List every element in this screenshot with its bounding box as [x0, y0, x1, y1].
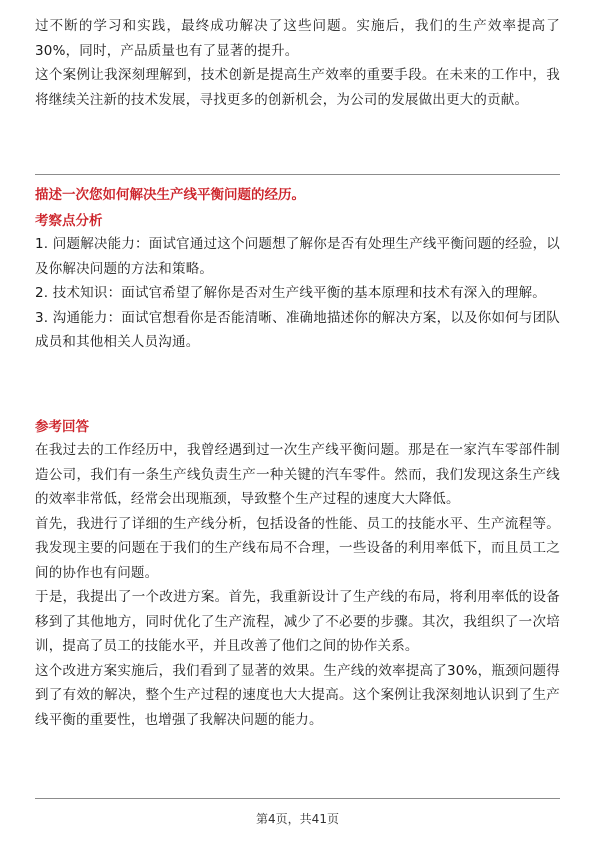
analysis-item-3: 3. 沟通能力：面试官想看你是否能清晰、准确地描述你的解决方案，以及你如何与团队成员和其他相关人员沟通。: [35, 309, 560, 350]
analysis-item-1: 1. 问题解决能力：面试官通过这个问题想了解你是否有处理生产线平衡问题的经验，以及你解决问题的方法和策略。: [35, 236, 560, 277]
section-divider-bottom: [35, 798, 560, 799]
question-title: 描述一次您如何解决生产线平衡问题的经历。: [35, 187, 305, 203]
answer-heading: 参考回答: [35, 419, 89, 435]
answer-paragraph-3: 于是，我提出了一个改进方案。首先，我重新设计了生产线的布局，将利用率低的设备移到了其他地方，同时优化了生产流程，减少了不必要的步骤。其次，我组织了一次培训，提高了员工的技能水平，并且改善了他们之间的协作关系。: [35, 589, 560, 654]
answer-section: [35, 416, 560, 732]
analysis-item-2: 2. 技术知识：面试官希望了解你是否对生产线平衡的基本原理和技术有深入的理解。: [35, 285, 546, 301]
answer-paragraph-1: 在我过去的工作经历中，我曾经遇到过一次生产线平衡问题。那是在一家汽车零部件制造公司，我们有一条生产线负责生产一种关键的汽车零件。然而，我们发现这条生产线的效率非常低，经常会出现瓶颈，导致整个生产过程的速度大大降低。: [35, 442, 560, 507]
answer-paragraph-4: 这个改进方案实施后，我们看到了显著的效果。生产线的效率提高了30%，瓶颈问题得到了有效的解决，整个生产过程的速度也大大提高。这个案例让我深刻地认识到了生产线平衡的重要性，也增强了我解决问题的能力。: [35, 662, 560, 728]
intro-paragraph-1: 过不断的学习和实践，最终成功解决了这些问题。实施后，我们的生产效率提高了30%，同时，产品质量也有了显著的提升。: [35, 18, 560, 59]
analysis-section: [35, 210, 560, 355]
analysis-heading: 考察点分析: [35, 213, 103, 229]
intro-section: [35, 14, 560, 112]
answer-paragraph-2: 首先，我进行了详细的生产线分析，包括设备的性能、员工的技能水平、生产流程等。我发现主要的问题在于我们的生产线布局不合理，一些设备的利用率低下，而且员工之间的协作也有问题。: [35, 515, 560, 581]
page-footer: 第4页，共41页: [256, 812, 339, 826]
section-divider-top: [35, 174, 560, 175]
intro-paragraph-2: 这个案例让我深刻理解到，技术创新是提高生产效率的重要手段。在未来的工作中，我将继续关注新的技术发展，寻找更多的创新机会，为公司的发展做出更大的贡献。: [35, 67, 560, 108]
